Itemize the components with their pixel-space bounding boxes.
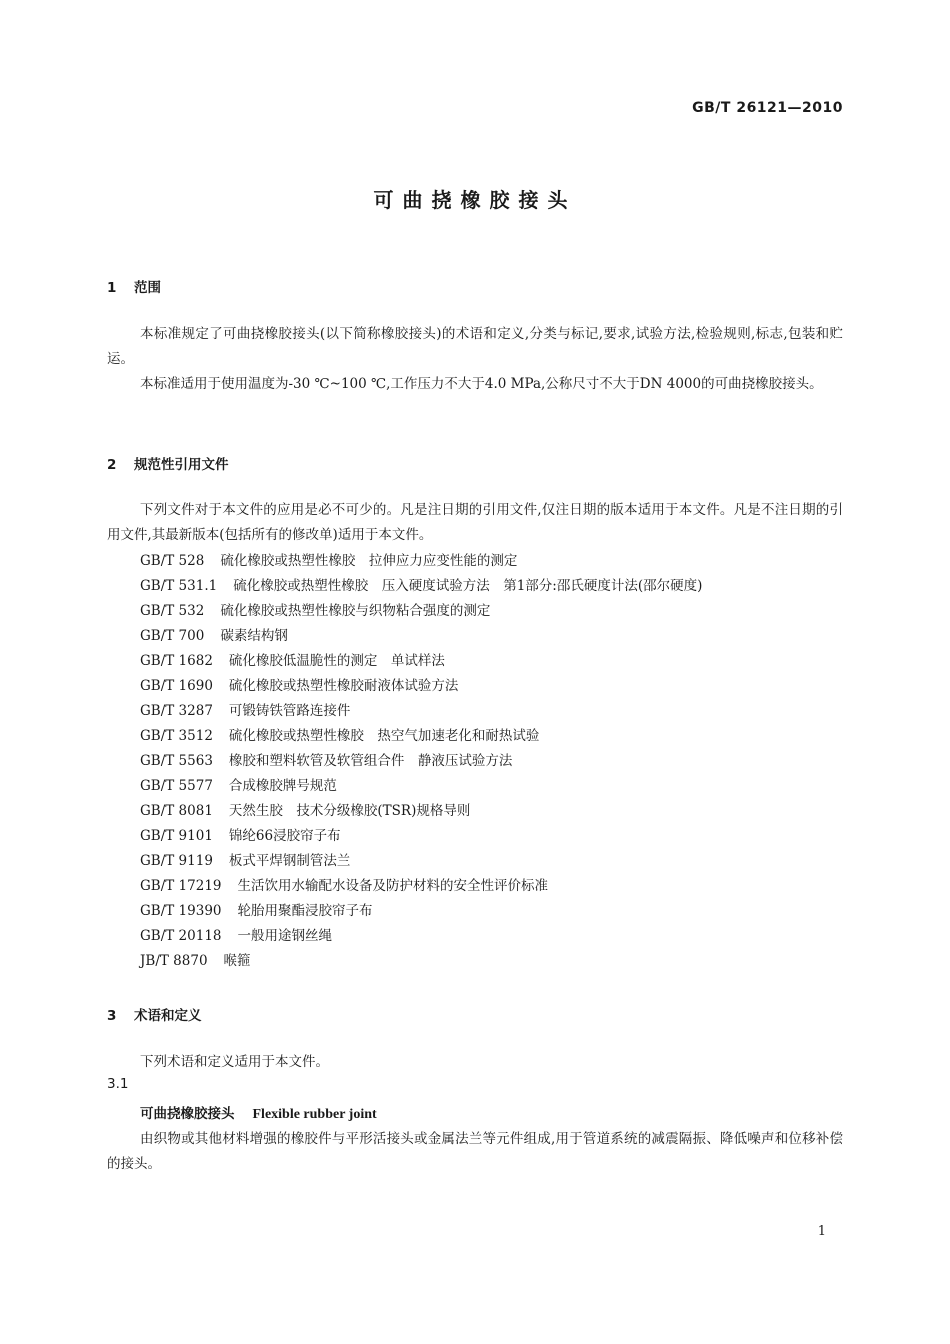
standard-code: GB/T 26121—2010	[692, 100, 843, 116]
page-number: 1	[817, 1224, 826, 1239]
reference-title: 锦纶66浸胶帘子布	[228, 828, 341, 844]
reference-item	[140, 899, 702, 924]
reference-item	[140, 549, 702, 574]
section-2-heading	[107, 453, 229, 473]
reference-title: 硫化橡胶或热塑性橡胶耐液体试验方法	[228, 678, 459, 694]
section-title: 范围	[134, 280, 161, 296]
reference-title: 硫化橡胶或热塑性橡胶 热空气加速老化和耐热试验	[228, 728, 540, 744]
reference-code: GB/T 531.1	[140, 578, 218, 594]
section-3-paragraph: 下列术语和定义适用于本文件。	[140, 1054, 329, 1070]
term-chinese: 可曲挠橡胶接头	[140, 1106, 235, 1122]
reference-item	[140, 699, 702, 724]
reference-title: 橡胶和塑料软管及软管组合件 静液压试验方法	[228, 753, 513, 769]
reference-item	[140, 874, 702, 899]
reference-code: GB/T 3512	[140, 728, 213, 744]
reference-title: 喉箍	[223, 953, 251, 969]
reference-code: GB/T 5577	[140, 778, 213, 794]
section-2-paragraph: 下列文件对于本文件的应用是必不可少的。凡是注日期的引用文件,仅注日期的版本适用于本文件。凡是不注日期的引用文件,其最新版本(包括所有的修改单)适用于本文件。	[107, 502, 843, 543]
reference-code: GB/T 5563	[140, 753, 213, 769]
section-1-heading	[107, 276, 161, 296]
reference-code: GB/T 20118	[140, 928, 222, 944]
section-number: 2	[107, 457, 117, 473]
reference-title: 轮胎用聚酯浸胶帘子布	[237, 903, 373, 919]
section-number: 3	[107, 1008, 117, 1024]
reference-item	[140, 774, 702, 799]
reference-item	[140, 949, 702, 974]
reference-item	[140, 624, 702, 649]
reference-title: 一般用途钢丝绳	[237, 928, 332, 944]
reference-code: GB/T 9101	[140, 828, 213, 844]
reference-code: JB/T 8870	[140, 953, 208, 969]
reference-code: GB/T 528	[140, 553, 205, 569]
reference-list	[140, 549, 702, 974]
term-english: Flexible rubber joint	[252, 1107, 377, 1122]
term-definition: 由织物或其他材料增强的橡胶件与平形活接头或金属法兰等元件组成,用于管道系统的减震隔振、降低噪声和位移补偿的接头。	[107, 1131, 843, 1172]
reference-item	[140, 724, 702, 749]
term-entry	[140, 1102, 377, 1123]
reference-code: GB/T 1682	[140, 653, 213, 669]
term-number: 3.1	[107, 1076, 129, 1092]
section-1-paragraph: 本标准规定了可曲挠橡胶接头(以下简称橡胶接头)的术语和定义,分类与标记,要求,试验方法,检验规则,标志,包装和贮运。	[107, 326, 843, 367]
reference-item	[140, 799, 702, 824]
reference-code: GB/T 8081	[140, 803, 213, 819]
section-3-heading	[107, 1004, 202, 1024]
reference-item	[140, 824, 702, 849]
reference-item	[140, 674, 702, 699]
reference-title: 生活饮用水输配水设备及防护材料的安全性评价标准	[237, 878, 548, 894]
reference-code: GB/T 1690	[140, 678, 213, 694]
section-title: 术语和定义	[134, 1008, 202, 1024]
reference-title: 碳素结构钢	[220, 628, 288, 644]
reference-code: GB/T 532	[140, 603, 205, 619]
reference-item	[140, 649, 702, 674]
reference-code: GB/T 19390	[140, 903, 222, 919]
reference-title: 硫化橡胶或热塑性橡胶与织物粘合强度的测定	[220, 603, 491, 619]
reference-item	[140, 599, 702, 624]
reference-title: 可锻铸铁管路连接件	[228, 703, 351, 719]
reference-item	[140, 924, 702, 949]
reference-title: 板式平焊钢制管法兰	[228, 853, 351, 869]
reference-code: GB/T 3287	[140, 703, 213, 719]
reference-code: GB/T 17219	[140, 878, 222, 894]
reference-item	[140, 849, 702, 874]
reference-title: 硫化橡胶或热塑性橡胶 压入硬度试验方法 第1部分:邵氏硬度计法(邵尔硬度)	[233, 578, 703, 594]
document-title: 可曲挠橡胶接头	[373, 188, 577, 212]
reference-title: 硫化橡胶低温脆性的测定 单试样法	[228, 653, 445, 669]
reference-code: GB/T 9119	[140, 853, 213, 869]
section-1-paragraph: 本标准适用于使用温度为-30 ℃~100 ℃,工作压力不大于4.0 MPa,公称尺寸不大于DN 4000的可曲挠橡胶接头。	[140, 376, 823, 392]
section-title: 规范性引用文件	[134, 457, 229, 473]
reference-title: 合成橡胶牌号规范	[228, 778, 337, 794]
reference-item	[140, 749, 702, 774]
reference-item	[140, 574, 702, 599]
reference-code: GB/T 700	[140, 628, 205, 644]
reference-title: 硫化橡胶或热塑性橡胶 拉伸应力应变性能的测定	[220, 553, 518, 569]
section-number: 1	[107, 280, 117, 296]
reference-title: 天然生胶 技术分级橡胶(TSR)规格导则	[228, 803, 471, 819]
